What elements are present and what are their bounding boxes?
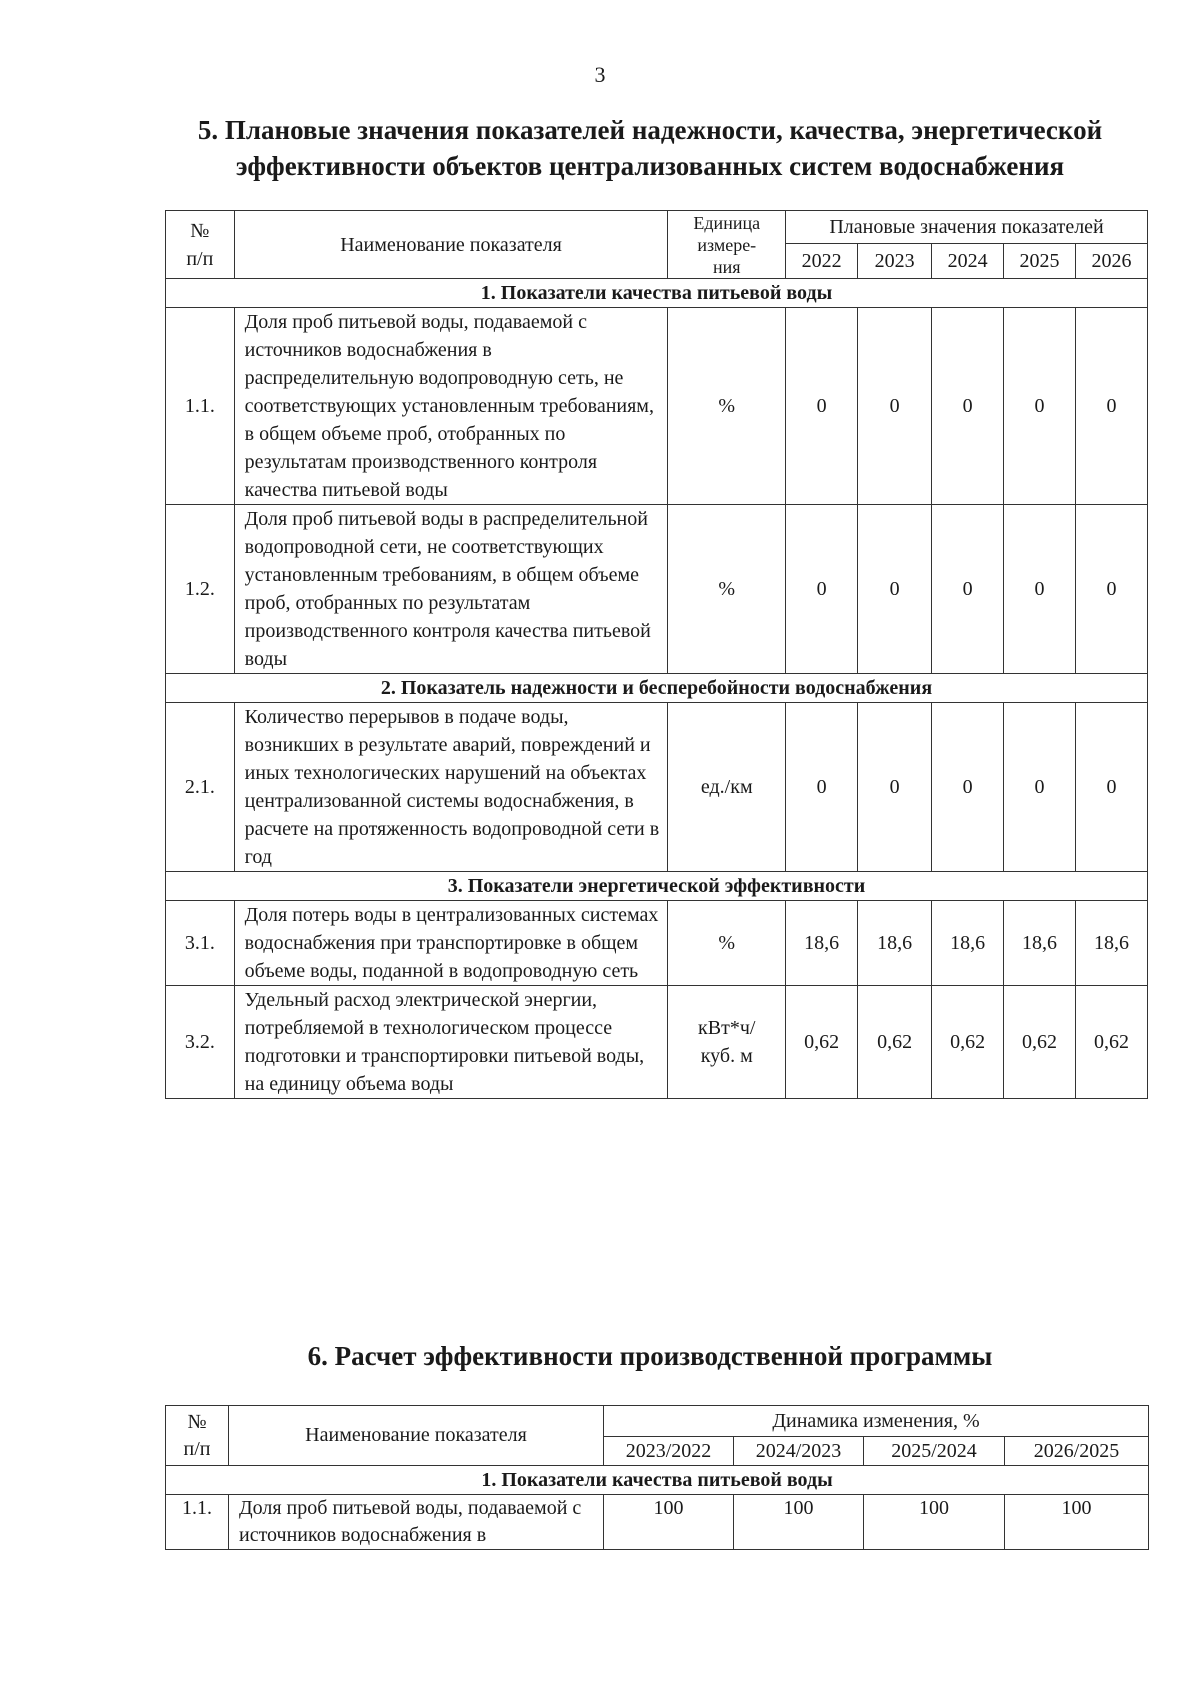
row-value: 0 — [1075, 505, 1147, 674]
table-header-row — [166, 1406, 1149, 1437]
row-value: 0,62 — [1075, 986, 1147, 1099]
header-num-line-2: п/п — [183, 1437, 211, 1460]
header-year: 2024 — [932, 244, 1004, 279]
row-unit: ед./км — [668, 703, 786, 872]
table-row — [166, 308, 1148, 505]
row-unit: % — [668, 505, 786, 674]
header-unit-line-1: Единица — [693, 212, 761, 233]
header-period: 2024/2023 — [734, 1437, 864, 1466]
table-row — [166, 901, 1148, 986]
row-name: Удельный расход электрической энергии, потребляемой в технологическом процессе подготовки и транспортировки питьевой воды, на единицу объема воды — [234, 986, 668, 1099]
header-unit — [668, 211, 786, 279]
group-title: 1. Показатели качества питьевой воды — [166, 1466, 1149, 1495]
row-value: 100 — [1005, 1495, 1149, 1550]
row-value: 18,6 — [858, 901, 932, 986]
header-dynamics: Динамика изменения, % — [604, 1406, 1149, 1437]
planned-indicators-table — [165, 210, 1148, 1099]
row-value: 0 — [786, 308, 858, 505]
group-row — [166, 1466, 1149, 1495]
section-5-title — [150, 112, 1150, 184]
row-num: 2.1. — [166, 703, 235, 872]
group-title: 3. Показатели энергетической эффективности — [166, 872, 1148, 901]
row-unit-line-1: кВт*ч/ — [698, 1017, 756, 1039]
row-value: 18,6 — [932, 901, 1004, 986]
header-year: 2023 — [858, 244, 932, 279]
program-efficiency-table — [165, 1405, 1149, 1550]
header-unit-line-3: ния — [712, 256, 741, 277]
row-value: 0 — [932, 703, 1004, 872]
row-unit: % — [668, 901, 786, 986]
group-title: 1. Показатели качества питьевой воды — [166, 279, 1148, 308]
row-value: 0 — [786, 505, 858, 674]
header-period: 2026/2025 — [1005, 1437, 1149, 1466]
row-unit: % — [668, 308, 786, 505]
header-planned-values: Плановые значения показателей — [786, 211, 1148, 244]
row-value: 0 — [932, 505, 1004, 674]
header-num-line-1: № — [190, 219, 210, 242]
table-header-row — [166, 211, 1148, 244]
row-value: 0,62 — [932, 986, 1004, 1099]
table-row — [166, 986, 1148, 1099]
row-num: 1.1. — [166, 1495, 229, 1550]
group-title: 2. Показатель надежности и бесперебойности водоснабжения — [166, 674, 1148, 703]
group-row — [166, 872, 1148, 901]
row-value: 0 — [858, 308, 932, 505]
row-unit — [668, 986, 786, 1099]
header-num — [166, 211, 235, 279]
group-row — [166, 279, 1148, 308]
header-name: Наименование показателя — [229, 1406, 604, 1466]
table-row — [166, 703, 1148, 872]
row-value: 0,62 — [786, 986, 858, 1099]
section-5-title-line-1: 5. Плановые значения показателей надежности, качества, энергетической — [197, 115, 1103, 145]
row-value: 18,6 — [786, 901, 858, 986]
row-value: 0,62 — [1004, 986, 1076, 1099]
row-value: 100 — [604, 1495, 734, 1550]
row-num: 1.1. — [166, 308, 235, 505]
header-num — [166, 1406, 229, 1466]
page-number: 3 — [594, 62, 606, 87]
row-value: 0 — [858, 505, 932, 674]
row-name: Доля проб питьевой воды, подаваемой с источников водоснабжения в — [229, 1495, 604, 1550]
header-year: 2025 — [1004, 244, 1076, 279]
row-unit-line-2: куб. м — [700, 1045, 753, 1067]
row-value: 0 — [932, 308, 1004, 505]
table-row — [166, 1495, 1149, 1550]
header-year: 2026 — [1075, 244, 1147, 279]
header-period: 2025/2024 — [864, 1437, 1005, 1466]
header-num-line-1: № — [187, 1410, 207, 1433]
row-num: 3.2. — [166, 986, 235, 1099]
row-value: 0 — [858, 703, 932, 872]
row-value: 0 — [1075, 703, 1147, 872]
row-name: Количество перерывов в подаче воды, возникших в результате аварий, повреждений и иных технологических нарушений на объектах централизованной системы водоснабжения, в расчете на протяженность водопроводной сети в год — [234, 703, 668, 872]
header-year: 2022 — [786, 244, 858, 279]
row-value: 0,62 — [858, 986, 932, 1099]
row-value: 0 — [1004, 308, 1076, 505]
header-unit-line-2: измере- — [697, 234, 757, 255]
row-value: 0 — [1004, 703, 1076, 872]
row-value: 18,6 — [1004, 901, 1076, 986]
row-value: 100 — [864, 1495, 1005, 1550]
section-5-title-line-2: эффективности объектов централизованных систем водоснабжения — [235, 151, 1065, 181]
row-value: 18,6 — [1075, 901, 1147, 986]
row-value: 0 — [786, 703, 858, 872]
row-name: Доля потерь воды в централизованных системах водоснабжения при транспортировке в общем объеме воды, поданной в водопроводную сеть — [234, 901, 668, 986]
row-num: 3.1. — [166, 901, 235, 986]
row-value: 0 — [1004, 505, 1076, 674]
group-row — [166, 674, 1148, 703]
row-value: 100 — [734, 1495, 864, 1550]
row-name: Доля проб питьевой воды в распределительной водопроводной сети, не соответствующих установленным требованиям, в общем объеме проб, отобранных по результатам производственного контроля качества питьевой воды — [234, 505, 668, 674]
row-value: 0 — [1075, 308, 1147, 505]
header-name: Наименование показателя — [234, 211, 668, 279]
table-row — [166, 505, 1148, 674]
header-period: 2023/2022 — [604, 1437, 734, 1466]
header-num-line-2: п/п — [186, 247, 214, 270]
row-name: Доля проб питьевой воды, подаваемой с источников водоснабжения в распределительную водопроводную сеть, не соответствующих установленным требованиям, в общем объеме проб, отобранных по результатам производственного контроля качества питьевой воды — [234, 308, 668, 505]
row-num: 1.2. — [166, 505, 235, 674]
section-6-title: 6. Расчет эффективности производственной программы — [307, 1341, 993, 1371]
